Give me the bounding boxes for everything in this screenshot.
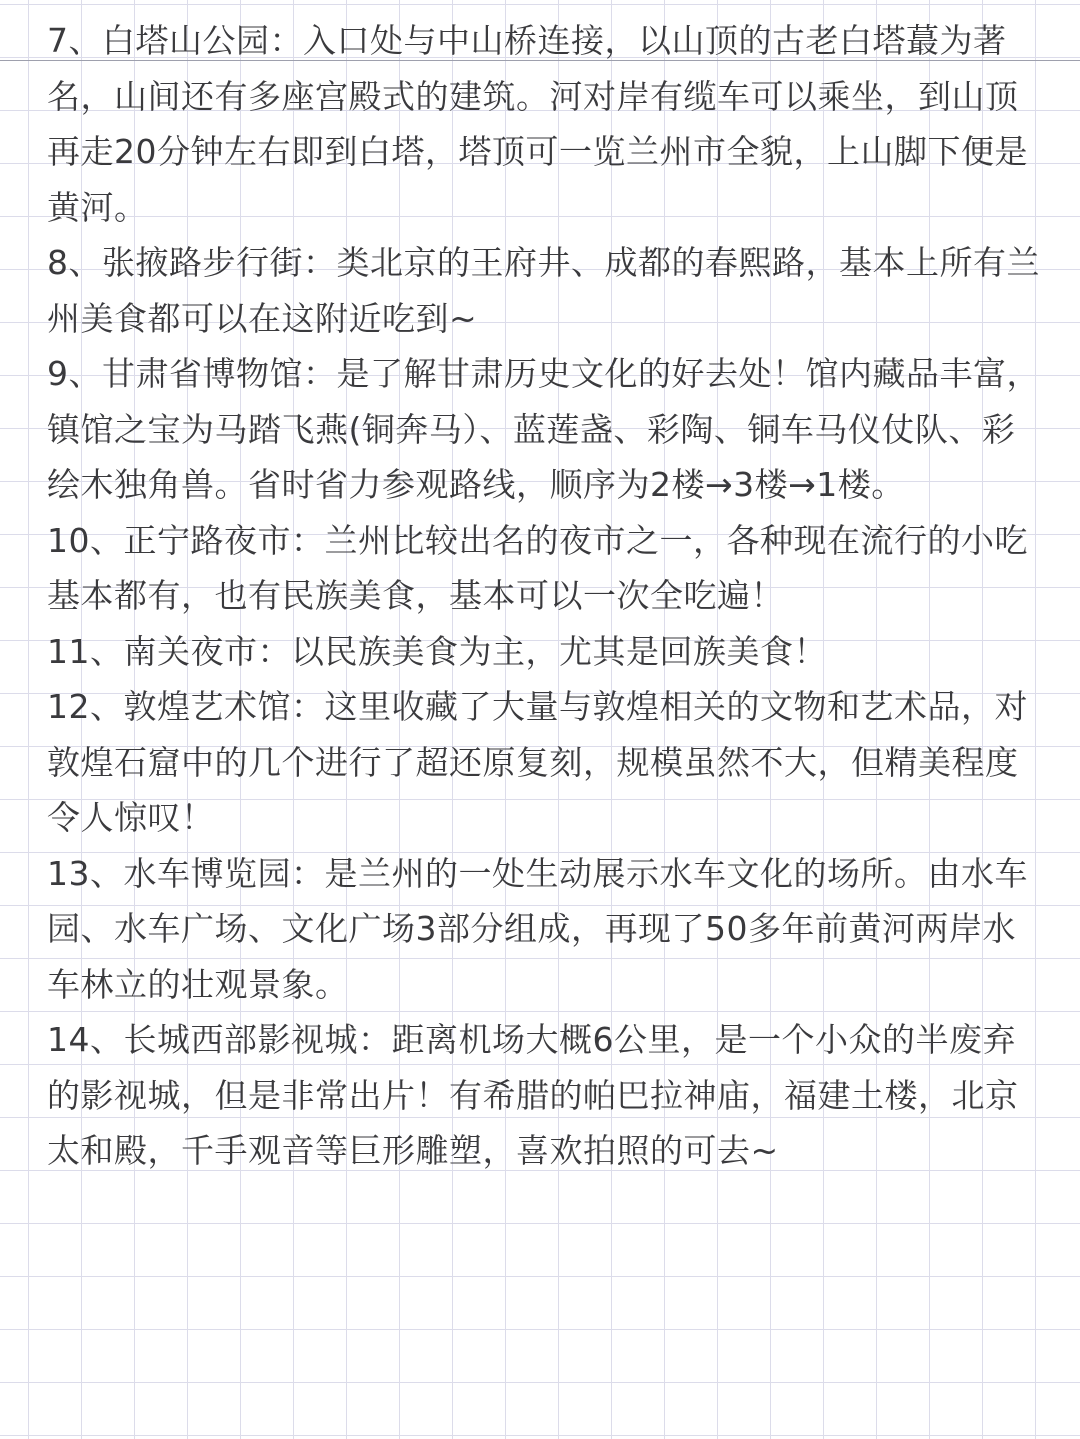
list-item-10: 10、正宁路夜市：兰州比较出名的夜市之一，各种现在流行的小吃基本都有，也有民族美食，基本可以一次全吃遍！: [47, 520, 1028, 615]
list-item-9: 9、甘肃省博物馆：是了解甘肃历史文化的好去处！馆内藏品丰富，镇馆之宝为马踏飞燕(铜奔马）、蓝莲盏、彩陶、铜车马仪仗队、彩绘木独角兽。省时省力参观路线，顺序为2楼→3楼→1楼。: [47, 354, 1040, 504]
list-item-11: 11、南关夜市：以民族美食为主，尤其是回族美食！: [47, 631, 827, 671]
attraction-list: [47, 13, 1047, 1179]
list-item-7: 7、白塔山公园：入口处与中山桥连接，以山顶的古老白塔蕞为著名，山间还有多座宫殿式的建筑。河对岸有缆车可以乘坐，到山顶再走20分钟左右即到白塔，塔顶可一览兰州市全貌，上山脚下便是黄河。: [47, 21, 1028, 227]
list-item-12: 12、敦煌艺术馆：这里收藏了大量与敦煌相关的文物和艺术品，对敦煌石窟中的几个进行了超还原复刻，规模虽然不大，但精美程度令人惊叹！: [47, 687, 1028, 837]
list-item-13: 13、水车博览园：是兰州的一处生动展示水车文化的场所。由水车园、水车广场、文化广场3部分组成，再现了50多年前黄河两岸水车林立的壮观景象。: [47, 853, 1028, 1004]
list-item-8: 8、张掖路步行街：类北京的王府井、成都的春熙路，基本上所有兰州美食都可以在这附近吃到~: [47, 243, 1040, 338]
list-item-14: 14、长城西部影视城：距离机场大概6公里，是一个小众的半废弃的影视城，但是非常出片！有希腊的帕巴拉神庙，福建土楼，北京太和殿，千手观音等巨形雕塑，喜欢拍照的可去~: [47, 1020, 1019, 1170]
